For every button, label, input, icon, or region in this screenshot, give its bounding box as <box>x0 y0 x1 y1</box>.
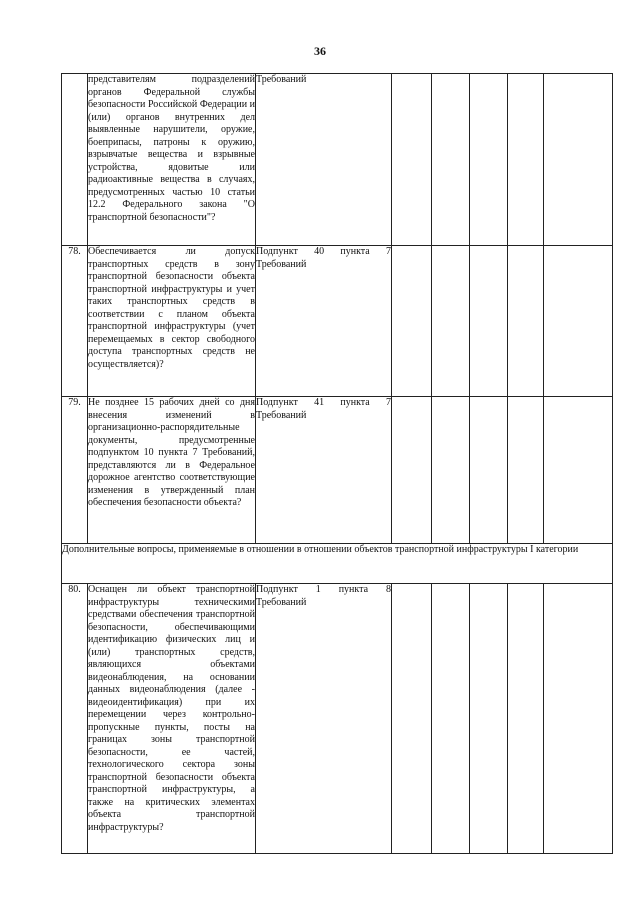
answer-yes-cell <box>392 397 432 544</box>
answer-extra-cell <box>508 584 544 854</box>
requirement-reference: Требований <box>256 74 392 246</box>
notes-cell <box>544 246 613 397</box>
table-row <box>62 246 613 397</box>
answer-extra-cell <box>508 397 544 544</box>
row-number <box>62 74 88 246</box>
table-row <box>62 397 613 544</box>
answer-na-cell <box>470 246 508 397</box>
answer-na-cell <box>470 74 508 246</box>
answer-no-cell <box>432 397 470 544</box>
row-number: 79. <box>62 397 88 544</box>
notes-cell <box>544 397 613 544</box>
answer-extra-cell <box>508 74 544 246</box>
section-row <box>62 544 613 584</box>
question-text: Не позднее 15 рабочих дней со дня внесения изменений в организационно-распорядительные документы, предусмотренные подпунктом 10 пункта 7 Требований, представляются ли в Федеральное дорожное агентство соответствующие изменения в утвержденный план обеспечения безопасности объекта? <box>88 397 256 544</box>
question-text: представителям подразделений органов Федеральной службы безопасности Российской Федерации и (или) органов внутренних дел выявленные нарушители, оружие, боеприпасы, патроны к оружию, взрывчатые вещества и взрывные устройства, ядовитые или радиоактивные вещества в случаях, предусмотренных частью 10 статьи 12.2 Федерального закона "О транспортной безопасности"? <box>88 74 256 246</box>
answer-no-cell <box>432 246 470 397</box>
row-number: 80. <box>62 584 88 854</box>
answer-extra-cell <box>508 246 544 397</box>
answer-na-cell <box>470 584 508 854</box>
answer-no-cell <box>432 584 470 854</box>
table-row <box>62 584 613 854</box>
section-heading: Дополнительные вопросы, применяемые в отношении в отношении объектов транспортной инфраструктуры I категории <box>62 544 613 584</box>
page-number: 36 <box>314 44 326 58</box>
checklist-table <box>61 73 613 854</box>
requirement-reference: Подпункт 41 пункта 7 Требований <box>256 397 392 544</box>
answer-no-cell <box>432 74 470 246</box>
requirement-reference: Подпункт 1 пункта 8 Требований <box>256 584 392 854</box>
answer-yes-cell <box>392 246 432 397</box>
question-text: Обеспечивается ли допуск транспортных средств в зону транспортной безопасности объекта транспортной инфраструктуры и учет таких транспортных средств в соответствии с планом объекта транспортной инфраструктуры (учет перемещаемых в сектор свободного доступа транспортных средств не осуществляется)? <box>88 246 256 397</box>
answer-na-cell <box>470 397 508 544</box>
question-text: Оснащен ли объект транспортной инфраструктуры техническими средствами обеспечения транспортной безопасности, обеспечивающими идентификацию физических лиц и (или) транспортных средств, являющихся объектами видеонаблюдения, на основании данных видеонаблюдения (далее - видеоидентификация) при их перемещении через контрольно-пропускные пункты, посты на границах зоны транспортной безопасности, ее частей, технологического сектора зоны транспортной безопасности объекта транспортной инфраструктуры, а также на критических элементах объекта транспортной инфраструктуры? <box>88 584 256 854</box>
notes-cell <box>544 584 613 854</box>
notes-cell <box>544 74 613 246</box>
answer-yes-cell <box>392 74 432 246</box>
row-number: 78. <box>62 246 88 397</box>
table-row <box>62 74 613 246</box>
answer-yes-cell <box>392 584 432 854</box>
requirement-reference: Подпункт 40 пункта 7 Требований <box>256 246 392 397</box>
